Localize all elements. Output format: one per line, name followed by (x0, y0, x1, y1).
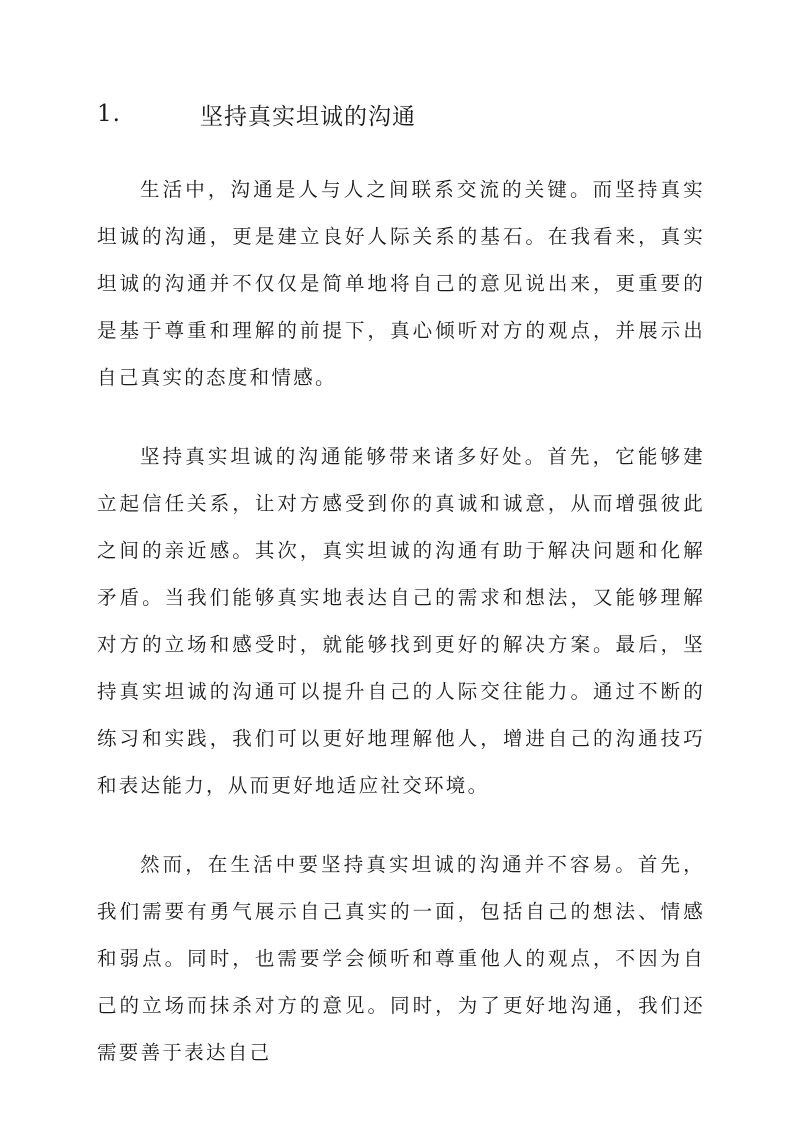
paragraph-1: 生活中，沟通是人与人之间联系交流的关键。而坚持真实坦诚的沟通，更是建立良好人际关系的基石。在我看来，真实坦诚的沟通并不仅仅是简单地将自己的意见说出来，更重要的是基于尊重和理解的前提下，真心倾听对方的观点，并展示出自己真实的态度和情感。 (97, 178, 705, 389)
paragraph-3: 然而，在生活中要坚持真实坦诚的沟通并不容易。首先，我们需要有勇气展示自己真实的一面，包括自己的想法、情感和弱点。同时，也需要学会倾听和尊重他人的观点，不因为自己的立场而抹杀对方的意见。同时，为了更好地沟通，我们还需要善于表达自己 (97, 853, 705, 1064)
section-number: 1. (97, 101, 121, 127)
paragraph-2: 坚持真实坦诚的沟通能够带来诸多好处。首先，它能够建立起信任关系，让对方感受到你的真诚和诚意，从而增强彼此之间的亲近感。其次，真实坦诚的沟通有助于解决问题和化解矛盾。当我们能够真实地表达自己的需求和想法，又能够理解对方的立场和感受时，就能够找到更好的解决方案。最后，坚持真实坦诚的沟通可以提升自己的人际交往能力。通过不断的练习和实践，我们可以更好地理解他人，增进自己的沟通技巧和表达能力，从而更好地适应社交环境。 (97, 445, 705, 797)
section-heading (97, 96, 416, 132)
body-text (97, 166, 705, 1108)
section-title: 坚持真实坦诚的沟通 (200, 103, 416, 130)
